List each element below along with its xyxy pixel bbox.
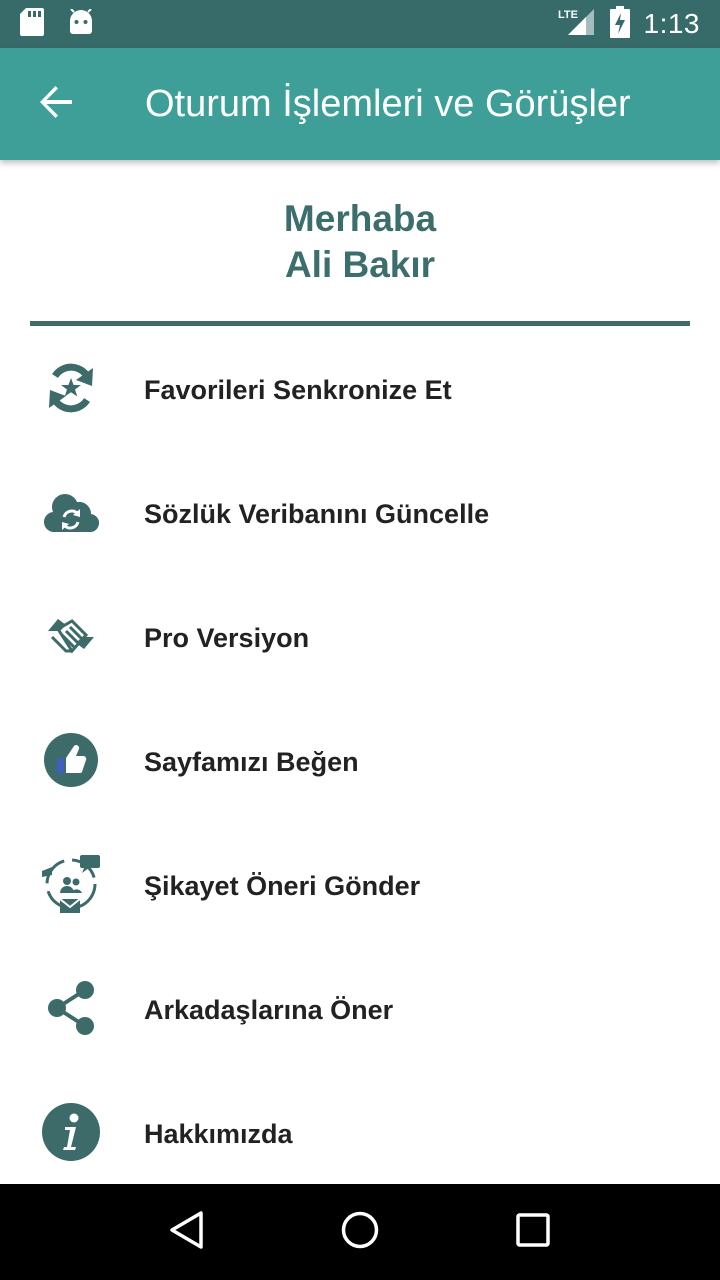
- svg-text:LTE: LTE: [557, 8, 578, 21]
- menu-item-label: Şikayet Öneri Gönder: [144, 870, 421, 901]
- menu-item-sync-favorites[interactable]: [0, 328, 720, 452]
- lte-signal-icon: [556, 7, 596, 42]
- circle-home-icon: [340, 1210, 380, 1255]
- nav-back-button[interactable]: [127, 1184, 247, 1280]
- menu-item-like-page[interactable]: [0, 700, 720, 824]
- cloud-sync-icon: [43, 490, 99, 539]
- divider: [30, 321, 690, 326]
- square-recents-icon: [515, 1212, 551, 1253]
- battery-charging-icon: [610, 6, 630, 43]
- greeting-hello: Merhaba: [283, 198, 437, 239]
- app-bar: [0, 48, 720, 160]
- sync-star-icon: [43, 360, 99, 421]
- sd-card-icon: [20, 8, 44, 41]
- thumbs-up-icon: [43, 732, 99, 793]
- navigation-bar: [0, 1184, 720, 1280]
- menu-item-label: Sözlük Veribanını Güncelle: [144, 498, 490, 529]
- status-bar: [0, 0, 720, 48]
- status-time: 1:13: [643, 8, 700, 39]
- menu-item-label: Favorileri Senkronize Et: [144, 374, 452, 405]
- handshake-icon: [46, 615, 96, 662]
- menu-item-update-dictionary[interactable]: [0, 452, 720, 576]
- arrow-back-icon: [38, 84, 74, 125]
- menu-item-recommend-friends[interactable]: [0, 948, 720, 1072]
- greeting: [0, 196, 720, 288]
- feedback-icon: [40, 853, 102, 920]
- greeting-username: Ali Bakır: [284, 244, 436, 285]
- info-icon: [41, 1102, 101, 1167]
- nav-home-button[interactable]: [300, 1184, 420, 1280]
- menu-item-send-feedback[interactable]: [0, 824, 720, 948]
- back-button[interactable]: [0, 48, 112, 160]
- menu-item-pro-version[interactable]: [0, 576, 720, 700]
- share-icon: [45, 980, 97, 1041]
- triangle-back-icon: [169, 1210, 205, 1255]
- menu-item-label: Hakkımızda: [144, 1118, 293, 1149]
- menu-item-label: Arkadaşlarına Öner: [144, 994, 394, 1025]
- menu-list: [0, 328, 720, 1196]
- menu-item-label: Pro Versiyon: [144, 622, 310, 653]
- android-icon: [68, 9, 94, 40]
- nav-recents-button[interactable]: [473, 1184, 593, 1280]
- menu-item-label: Sayfamızı Beğen: [144, 746, 359, 777]
- menu-item-about-us[interactable]: [0, 1072, 720, 1196]
- page-title: Oturum İşlemleri ve Görüşler: [145, 82, 631, 125]
